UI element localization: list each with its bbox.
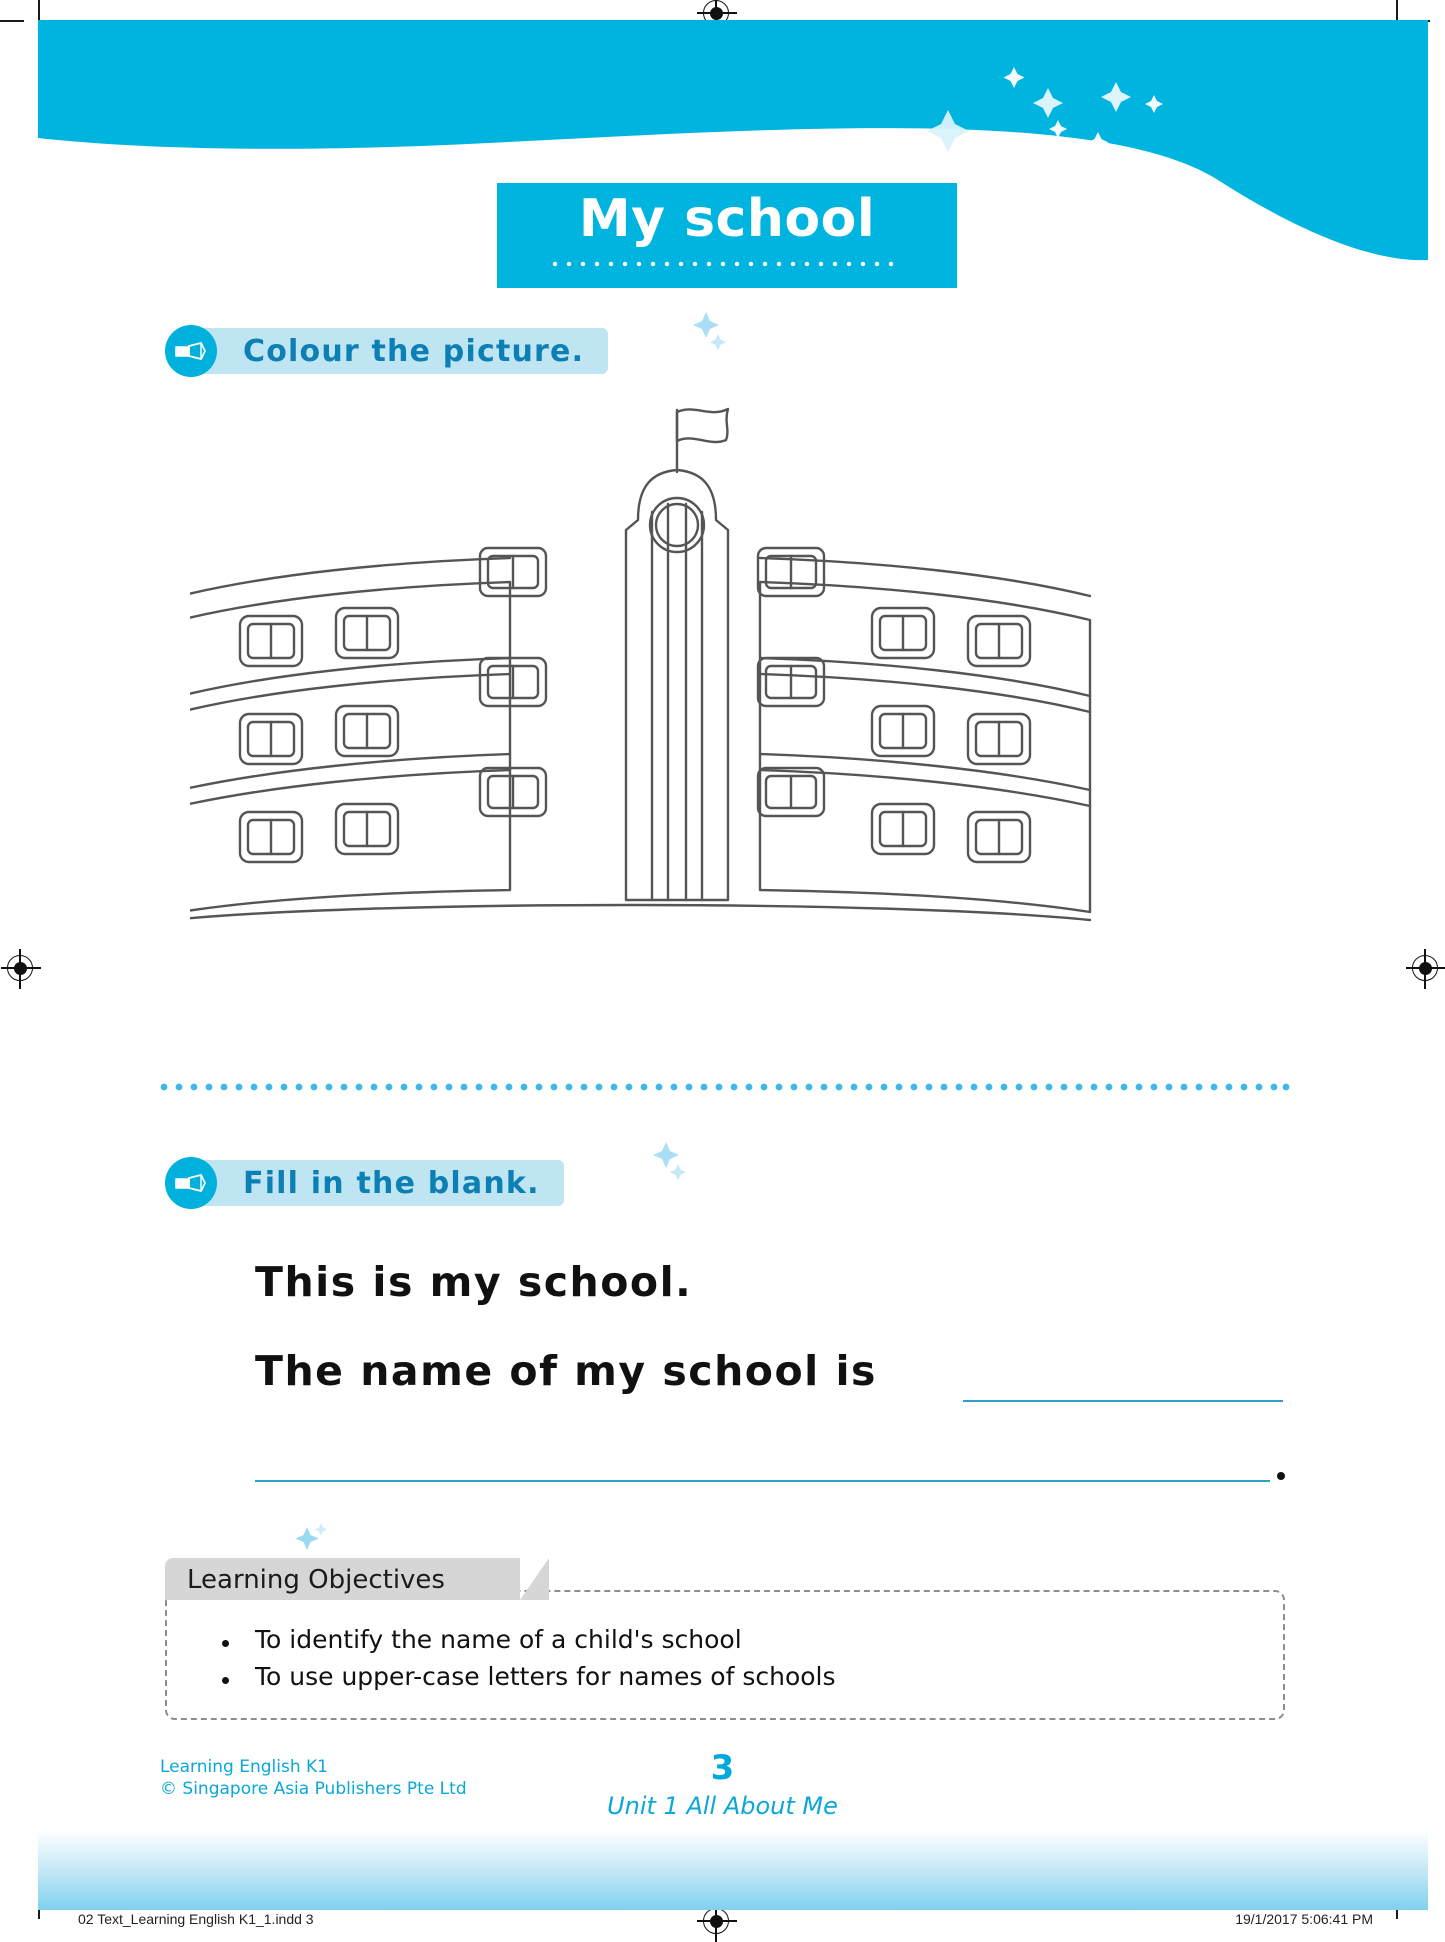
crop-mark [1396, 0, 1398, 22]
instruction-bubble [195, 1160, 564, 1206]
footer-gradient-band [38, 1830, 1428, 1910]
instruction-fill-in-the-blank [165, 1160, 685, 1206]
registration-mark-bottom [703, 1908, 729, 1934]
sparkle-icon [650, 1140, 690, 1192]
dotted-divider [160, 1081, 1290, 1093]
sparkle-icon [293, 1521, 333, 1561]
sentence-line-2: The name of my school is [255, 1347, 877, 1395]
learning-objectives-tab [165, 1558, 520, 1600]
page-number: 3 [710, 1748, 735, 1788]
footer-credit-line-2: © Singapore Asia Publishers Pte Ltd [160, 1779, 467, 1799]
page-title-box [497, 183, 957, 288]
learning-objectives-box [165, 1590, 1285, 1720]
pencil-icon [165, 1157, 217, 1209]
instruction-label: Colour the picture. [243, 333, 585, 369]
answer-blank-line-2[interactable] [255, 1480, 1270, 1482]
instruction-bubble [195, 328, 608, 374]
title-dot-rule [552, 259, 902, 269]
page-title: My school [578, 189, 876, 249]
objective-item: To use upper-case letters for names of schools [255, 1662, 836, 1691]
sparkle-icon [690, 310, 730, 362]
objective-bullet [222, 1677, 229, 1684]
school-building-illustration [190, 400, 1260, 1040]
crop-mark [38, 0, 40, 22]
answer-blank-line-1[interactable] [963, 1400, 1283, 1402]
registration-mark-left [7, 955, 33, 981]
footer-credit-line-1: Learning English K1 [160, 1757, 328, 1777]
sentence-line-1: This is my school. [255, 1258, 693, 1306]
print-slug-right: 19/1/2017 5:06:41 PM [1235, 1911, 1373, 1927]
pencil-icon [165, 325, 217, 377]
print-slug-left: 02 Text_Learning English K1_1.indd 3 [78, 1911, 314, 1927]
registration-mark-right [1412, 955, 1438, 981]
objective-item: To identify the name of a child's school [255, 1625, 742, 1654]
instruction-colour-the-picture [165, 328, 725, 374]
learning-objectives-heading: Learning Objectives [187, 1565, 445, 1595]
instruction-label: Fill in the blank. [243, 1165, 540, 1201]
sentence-period [1277, 1472, 1285, 1480]
crop-mark [0, 20, 24, 22]
footer-unit-label: Unit 1 All About Me [607, 1792, 838, 1820]
objective-bullet [222, 1640, 229, 1647]
